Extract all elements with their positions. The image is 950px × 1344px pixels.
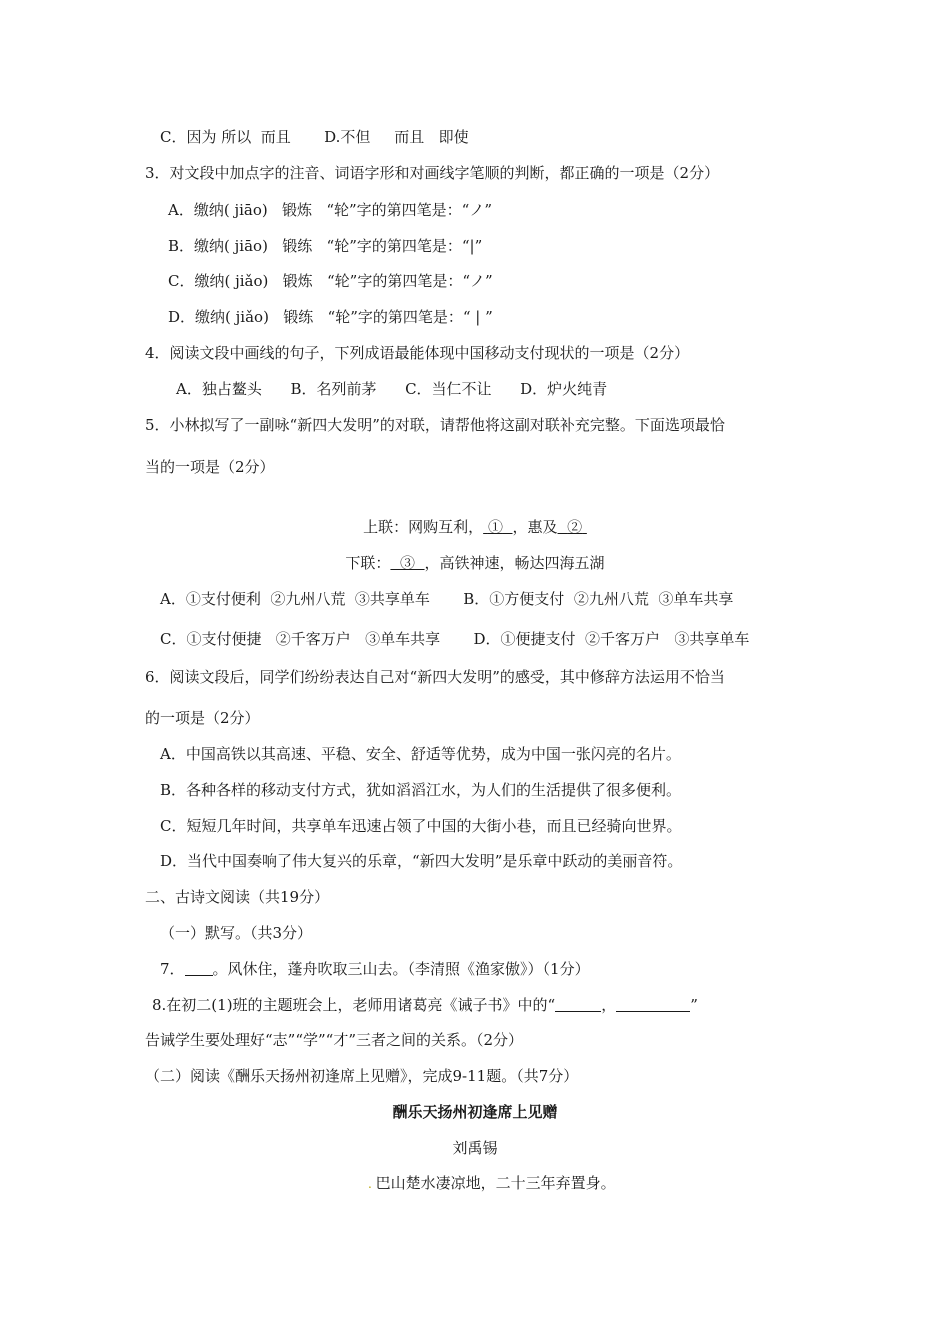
q4-stem: 4．阅读文段中画线的句子，下列成语最能体现中国移动支付现状的一项是（2分） [145,344,690,362]
q3-option-c: C．缴纳( jiǎo) 锻炼 “轮”字的第四笔是：“ノ” [168,272,493,290]
q3-option-d: D．缴纳( jiǎo) 锻练 “轮”字的第四笔是：“ | ” [168,308,493,326]
q2-options-cd: C．因为 所以 而且 D.不但 而且 即使 [160,128,469,146]
q6-option-d: D．当代中国奏响了伟大复兴的乐章，“新四大发明”是乐章中跃动的美丽音符。 [160,852,683,870]
couplet-upper [0,517,950,537]
couplet-upper-prefix: 上联：网购互利， [363,518,484,536]
q8-close-quote: ” [690,996,698,1014]
poem-author: 刘禹锡 [452,1139,498,1157]
subsection-2-heading: （二）阅读《酬乐天扬州初逢席上见赠》，完成9-11题。（共7分） [145,1067,579,1085]
q6-option-a: A．中国高铁以其高速、平稳、安全、舒适等优势，成为中国一张闪亮的名片。 [160,745,681,763]
couplet-blank-1-label: ① [487,518,503,536]
q6-option-b: B．各种各样的移动支付方式，犹如滔滔江水，为人们的生活提供了很多便利。 [160,781,682,799]
q5-options-cd: C．①支付便捷 ②千客万户 ③单车共享 D．①便捷支付 ②千客万户 ③共享单车 [160,630,750,648]
q8-text: 8.在初二(1)班的主题班会上，老师用诸葛亮《诫子书》中的“ [152,996,556,1014]
q6-option-c: C．短短几年时间，共享单车迅速占领了中国的大街小巷，而且已经骑向世界。 [160,817,682,835]
q7-answer-blank[interactable] [185,961,213,976]
q3-stem: 3．对文段中加点字的注音、词语字形和对画线字笔顺的判断，都正确的一项是（2分） [145,164,720,182]
q5-options-ab: A．①支付便利 ②九州八荒 ③共享单车 B．①方便支付 ②九州八荒 ③单车共享 [160,590,734,608]
couplet-blank-1 [483,518,512,536]
subsection-1-heading: （一）默写。（共3分） [160,924,313,942]
q6-stem-line1: 6．阅读文段后，同学们纷纷表达自己对“新四大发明”的感受，其中修辞方法运用不恰当 [145,668,725,686]
poem-title: 酬乐天扬州初逢席上见赠 [392,1103,558,1121]
q4-options: A．独占鳌头 B．名列前茅 C．当仁不让 D．炉火纯青 [176,380,608,398]
q3-option-a: A．缴纳( jiāo) 锻炼 “轮”字的第四笔是：“ノ” [168,201,493,219]
poem-line-1 [368,1173,616,1194]
q5-stem-line2: 当的一项是（2分） [145,458,275,476]
bullet-dot-icon: . [368,1177,376,1191]
couplet-lower-suffix: ，高铁神速，畅达四海五湖 [424,554,605,572]
q8-answer-blank-1[interactable] [555,997,601,1012]
q8-line2: 告诫学生要处理好“志”“学”“才”三者之间的关系。（2分） [145,1031,524,1049]
couplet-blank-3-label: ③ [399,554,415,572]
couplet-blank-3 [390,554,424,572]
q8-line1 [152,995,698,1015]
poem-line-1-text: 巴山楚水凄凉地，二十三年弃置身。 [375,1174,616,1192]
couplet-blank-2 [558,518,587,536]
q8-answer-blank-2[interactable] [616,997,690,1012]
q3-option-b: B．缴纳( jiāo) 锻练 “轮”字的第四笔是：“|” [168,237,483,255]
q5-stem-line1: 5．小林拟写了一副咏“新四大发明”的对联，请帮他将这副对联补充完整。下面选项最恰 [145,416,725,434]
couplet-lower [0,553,950,573]
q7-text: 。风休住，蓬舟吹取三山去。（李清照《渔家傲》）（1分） [212,960,590,978]
couplet-upper-mid: ，惠及 [512,518,558,536]
q8-separator: ， [601,996,617,1014]
q7 [160,959,590,979]
section-2-heading: 二、古诗文阅读（共19分） [145,888,330,906]
couplet-blank-2-label: ② [567,518,583,536]
q7-number: 7． [160,960,185,978]
couplet-lower-prefix: 下联： [345,554,391,572]
q6-stem-line2: 的一项是（2分） [145,709,260,727]
